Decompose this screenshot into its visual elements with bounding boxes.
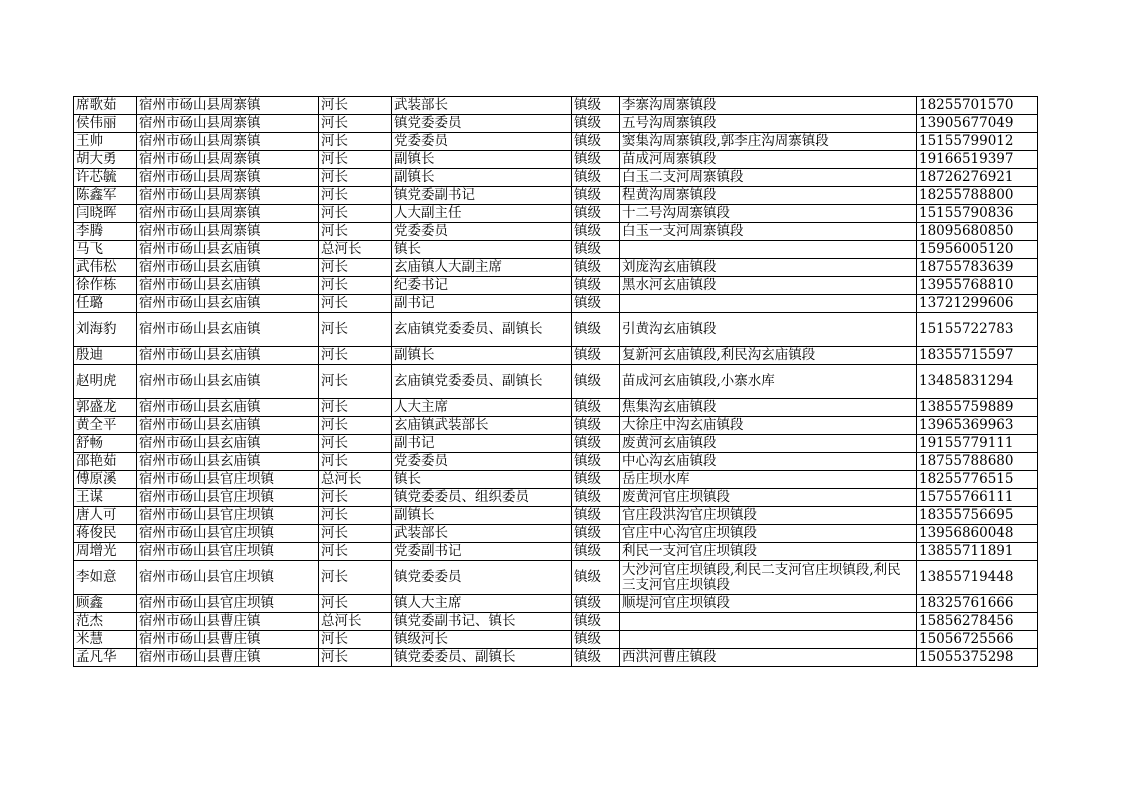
cell-role: 河长 — [319, 223, 392, 241]
cell-role: 河长 — [319, 115, 392, 133]
cell-level: 镇级 — [572, 133, 620, 151]
cell-role: 河长 — [319, 295, 392, 313]
cell-river: 大沙河官庄坝镇段,利民二支河官庄坝镇段,利民三支河官庄坝镇段 — [620, 561, 917, 595]
cell-phone: 15155799012 — [917, 133, 1038, 151]
cell-river — [620, 241, 917, 259]
cell-river: 苗成河周寨镇段 — [620, 151, 917, 169]
table-row — [74, 277, 1038, 295]
cell-area: 宿州市砀山县玄庙镇 — [137, 277, 319, 295]
cell-phone: 13485831294 — [917, 365, 1038, 399]
cell-area: 宿州市砀山县官庄坝镇 — [137, 471, 319, 489]
cell-area: 宿州市砀山县官庄坝镇 — [137, 561, 319, 595]
cell-phone: 15155722783 — [917, 313, 1038, 347]
cell-level: 镇级 — [572, 365, 620, 399]
cell-phone: 18255701570 — [917, 97, 1038, 115]
cell-phone: 18726276921 — [917, 169, 1038, 187]
cell-phone: 15856278456 — [917, 613, 1038, 631]
cell-post: 党委委员 — [392, 223, 572, 241]
cell-name: 武伟松 — [74, 259, 137, 277]
cell-name: 侯伟丽 — [74, 115, 137, 133]
cell-role: 河长 — [319, 133, 392, 151]
cell-level: 镇级 — [572, 97, 620, 115]
cell-post: 镇级河长 — [392, 631, 572, 649]
cell-area: 宿州市砀山县官庄坝镇 — [137, 507, 319, 525]
cell-phone: 19166519397 — [917, 151, 1038, 169]
river-chief-table — [73, 96, 1038, 667]
cell-area: 宿州市砀山县玄庙镇 — [137, 241, 319, 259]
table-row — [74, 435, 1038, 453]
cell-role: 河长 — [319, 205, 392, 223]
cell-role: 河长 — [319, 399, 392, 417]
cell-role: 总河长 — [319, 471, 392, 489]
cell-area: 宿州市砀山县玄庙镇 — [137, 259, 319, 277]
table-row — [74, 241, 1038, 259]
cell-level: 镇级 — [572, 453, 620, 471]
cell-river: 西洪河曹庄镇段 — [620, 649, 917, 667]
cell-area: 宿州市砀山县官庄坝镇 — [137, 489, 319, 507]
cell-role: 河长 — [319, 187, 392, 205]
cell-name: 范杰 — [74, 613, 137, 631]
cell-role: 河长 — [319, 631, 392, 649]
cell-name: 孟凡华 — [74, 649, 137, 667]
cell-post: 玄庙镇党委委员、副镇长 — [392, 365, 572, 399]
cell-phone: 13721299606 — [917, 295, 1038, 313]
cell-post: 党委委员 — [392, 453, 572, 471]
cell-river: 李寨沟周寨镇段 — [620, 97, 917, 115]
cell-post: 副镇长 — [392, 151, 572, 169]
cell-post: 武装部长 — [392, 525, 572, 543]
cell-phone: 18095680850 — [917, 223, 1038, 241]
table-row — [74, 631, 1038, 649]
cell-level: 镇级 — [572, 277, 620, 295]
cell-phone: 13905677049 — [917, 115, 1038, 133]
cell-post: 镇党委副书记、镇长 — [392, 613, 572, 631]
cell-post: 副镇长 — [392, 507, 572, 525]
cell-river: 废黄河官庄坝镇段 — [620, 489, 917, 507]
table-row — [74, 133, 1038, 151]
cell-role: 河长 — [319, 417, 392, 435]
table-body — [74, 97, 1038, 667]
cell-name: 舒畅 — [74, 435, 137, 453]
cell-area: 宿州市砀山县官庄坝镇 — [137, 595, 319, 613]
cell-name: 徐作栋 — [74, 277, 137, 295]
cell-phone: 18355756695 — [917, 507, 1038, 525]
table-row — [74, 525, 1038, 543]
cell-name: 王谋 — [74, 489, 137, 507]
cell-area: 宿州市砀山县周寨镇 — [137, 205, 319, 223]
cell-name: 陈鑫军 — [74, 187, 137, 205]
cell-post: 镇党委委员 — [392, 115, 572, 133]
cell-post: 副书记 — [392, 295, 572, 313]
cell-river: 白玉一支河周寨镇段 — [620, 223, 917, 241]
cell-role: 河长 — [319, 435, 392, 453]
cell-phone: 18755788680 — [917, 453, 1038, 471]
cell-area: 宿州市砀山县曹庄镇 — [137, 613, 319, 631]
cell-phone: 13955768810 — [917, 277, 1038, 295]
cell-river: 顺堤河官庄坝镇段 — [620, 595, 917, 613]
cell-river: 程黄沟周寨镇段 — [620, 187, 917, 205]
cell-name: 席歌茹 — [74, 97, 137, 115]
cell-role: 河长 — [319, 277, 392, 295]
cell-phone: 18255776515 — [917, 471, 1038, 489]
cell-name: 唐人可 — [74, 507, 137, 525]
cell-level: 镇级 — [572, 313, 620, 347]
table-row — [74, 613, 1038, 631]
cell-level: 镇级 — [572, 561, 620, 595]
cell-level: 镇级 — [572, 543, 620, 561]
cell-post: 玄庙镇武装部长 — [392, 417, 572, 435]
table-row — [74, 223, 1038, 241]
cell-area: 宿州市砀山县玄庙镇 — [137, 365, 319, 399]
cell-name: 马飞 — [74, 241, 137, 259]
cell-role: 河长 — [319, 489, 392, 507]
cell-river: 十二号沟周寨镇段 — [620, 205, 917, 223]
cell-level: 镇级 — [572, 507, 620, 525]
cell-post: 副镇长 — [392, 169, 572, 187]
cell-level: 镇级 — [572, 295, 620, 313]
cell-name: 顾鑫 — [74, 595, 137, 613]
cell-level: 镇级 — [572, 205, 620, 223]
cell-level: 镇级 — [572, 115, 620, 133]
cell-name: 李腾 — [74, 223, 137, 241]
cell-phone: 13965369963 — [917, 417, 1038, 435]
cell-level: 镇级 — [572, 347, 620, 365]
cell-post: 镇党委副书记 — [392, 187, 572, 205]
cell-area: 宿州市砀山县玄庙镇 — [137, 435, 319, 453]
cell-area: 宿州市砀山县周寨镇 — [137, 187, 319, 205]
cell-area: 宿州市砀山县官庄坝镇 — [137, 543, 319, 561]
cell-phone: 13956860048 — [917, 525, 1038, 543]
cell-name: 李如意 — [74, 561, 137, 595]
cell-area: 宿州市砀山县周寨镇 — [137, 223, 319, 241]
cell-level: 镇级 — [572, 241, 620, 259]
cell-name: 赵明虎 — [74, 365, 137, 399]
cell-river: 苗成河玄庙镇段,小寨水库 — [620, 365, 917, 399]
cell-post: 镇人大主席 — [392, 595, 572, 613]
table-row — [74, 365, 1038, 399]
cell-phone: 18325761666 — [917, 595, 1038, 613]
cell-name: 邵艳茹 — [74, 453, 137, 471]
cell-level: 镇级 — [572, 435, 620, 453]
cell-river — [620, 631, 917, 649]
cell-area: 宿州市砀山县官庄坝镇 — [137, 525, 319, 543]
cell-level: 镇级 — [572, 595, 620, 613]
cell-post: 党委副书记 — [392, 543, 572, 561]
cell-river: 官庄中心沟官庄坝镇段 — [620, 525, 917, 543]
cell-area: 宿州市砀山县玄庙镇 — [137, 417, 319, 435]
cell-river: 官庄段洪沟官庄坝镇段 — [620, 507, 917, 525]
cell-level: 镇级 — [572, 613, 620, 631]
cell-level: 镇级 — [572, 399, 620, 417]
cell-level: 镇级 — [572, 151, 620, 169]
table-row — [74, 295, 1038, 313]
table-row — [74, 151, 1038, 169]
cell-area: 宿州市砀山县周寨镇 — [137, 133, 319, 151]
cell-phone: 15155790836 — [917, 205, 1038, 223]
cell-post: 玄庙镇党委委员、副镇长 — [392, 313, 572, 347]
cell-role: 河长 — [319, 151, 392, 169]
cell-area: 宿州市砀山县周寨镇 — [137, 97, 319, 115]
cell-river: 焦集沟玄庙镇段 — [620, 399, 917, 417]
table-row — [74, 471, 1038, 489]
cell-river: 刘庞沟玄庙镇段 — [620, 259, 917, 277]
cell-name: 殷迪 — [74, 347, 137, 365]
cell-phone: 19155779111 — [917, 435, 1038, 453]
table-row — [74, 489, 1038, 507]
table-row — [74, 205, 1038, 223]
cell-name: 傅原溪 — [74, 471, 137, 489]
cell-post: 武装部长 — [392, 97, 572, 115]
cell-level: 镇级 — [572, 631, 620, 649]
cell-level: 镇级 — [572, 223, 620, 241]
cell-name: 周增光 — [74, 543, 137, 561]
cell-post: 镇长 — [392, 471, 572, 489]
cell-post: 玄庙镇人大副主席 — [392, 259, 572, 277]
table-row — [74, 347, 1038, 365]
cell-name: 许芯毓 — [74, 169, 137, 187]
cell-name: 刘海豹 — [74, 313, 137, 347]
cell-river: 废黄河玄庙镇段 — [620, 435, 917, 453]
cell-post: 人大副主任 — [392, 205, 572, 223]
cell-level: 镇级 — [572, 525, 620, 543]
table-row — [74, 97, 1038, 115]
table-row — [74, 543, 1038, 561]
cell-post: 副书记 — [392, 435, 572, 453]
cell-phone: 18755783639 — [917, 259, 1038, 277]
cell-role: 河长 — [319, 365, 392, 399]
cell-river: 中心沟玄庙镇段 — [620, 453, 917, 471]
cell-river: 引黄沟玄庙镇段 — [620, 313, 917, 347]
cell-river — [620, 613, 917, 631]
cell-river — [620, 295, 917, 313]
cell-level: 镇级 — [572, 417, 620, 435]
cell-phone: 13855719448 — [917, 561, 1038, 595]
cell-phone: 18355715597 — [917, 347, 1038, 365]
cell-area: 宿州市砀山县曹庄镇 — [137, 649, 319, 667]
cell-name: 郭盛龙 — [74, 399, 137, 417]
cell-name: 王帅 — [74, 133, 137, 151]
cell-level: 镇级 — [572, 187, 620, 205]
cell-role: 河长 — [319, 453, 392, 471]
cell-level: 镇级 — [572, 649, 620, 667]
cell-name: 胡大勇 — [74, 151, 137, 169]
cell-post: 镇党委委员、副镇长 — [392, 649, 572, 667]
cell-river: 利民一支河官庄坝镇段 — [620, 543, 917, 561]
cell-role: 河长 — [319, 543, 392, 561]
cell-role: 河长 — [319, 649, 392, 667]
table-row — [74, 649, 1038, 667]
cell-role: 河长 — [319, 525, 392, 543]
cell-river: 五号沟周寨镇段 — [620, 115, 917, 133]
cell-area: 宿州市砀山县玄庙镇 — [137, 399, 319, 417]
cell-post: 镇长 — [392, 241, 572, 259]
cell-role: 河长 — [319, 561, 392, 595]
cell-name: 黄全平 — [74, 417, 137, 435]
table-row — [74, 561, 1038, 595]
table-row — [74, 169, 1038, 187]
cell-post: 纪委书记 — [392, 277, 572, 295]
table-row — [74, 313, 1038, 347]
cell-area: 宿州市砀山县周寨镇 — [137, 115, 319, 133]
cell-role: 河长 — [319, 259, 392, 277]
cell-level: 镇级 — [572, 169, 620, 187]
cell-role: 河长 — [319, 313, 392, 347]
cell-river: 岳庄坝水库 — [620, 471, 917, 489]
cell-post: 党委委员 — [392, 133, 572, 151]
cell-river: 窦集沟周寨镇段,郭李庄沟周寨镇段 — [620, 133, 917, 151]
cell-area: 宿州市砀山县玄庙镇 — [137, 313, 319, 347]
cell-phone: 13855759889 — [917, 399, 1038, 417]
cell-river: 复新河玄庙镇段,利民沟玄庙镇段 — [620, 347, 917, 365]
cell-role: 河长 — [319, 169, 392, 187]
cell-role: 河长 — [319, 595, 392, 613]
cell-role: 总河长 — [319, 241, 392, 259]
cell-phone: 15755766111 — [917, 489, 1038, 507]
cell-area: 宿州市砀山县周寨镇 — [137, 169, 319, 187]
cell-name: 任璐 — [74, 295, 137, 313]
cell-post: 镇党委委员 — [392, 561, 572, 595]
cell-level: 镇级 — [572, 259, 620, 277]
table-row — [74, 399, 1038, 417]
cell-phone: 15055375298 — [917, 649, 1038, 667]
table-row — [74, 187, 1038, 205]
cell-role: 河长 — [319, 347, 392, 365]
table-row — [74, 595, 1038, 613]
cell-name: 米慧 — [74, 631, 137, 649]
cell-area: 宿州市砀山县周寨镇 — [137, 151, 319, 169]
cell-post: 人大主席 — [392, 399, 572, 417]
cell-river: 大徐庄中沟玄庙镇段 — [620, 417, 917, 435]
cell-role: 河长 — [319, 507, 392, 525]
cell-name: 闫晓晖 — [74, 205, 137, 223]
cell-area: 宿州市砀山县玄庙镇 — [137, 347, 319, 365]
cell-area: 宿州市砀山县玄庙镇 — [137, 295, 319, 313]
cell-river: 白玉二支河周寨镇段 — [620, 169, 917, 187]
table-row — [74, 115, 1038, 133]
cell-phone: 13855711891 — [917, 543, 1038, 561]
cell-level: 镇级 — [572, 471, 620, 489]
cell-name: 蒋俊民 — [74, 525, 137, 543]
table-row — [74, 259, 1038, 277]
cell-post: 镇党委委员、组织委员 — [392, 489, 572, 507]
cell-area: 宿州市砀山县曹庄镇 — [137, 631, 319, 649]
table-row — [74, 507, 1038, 525]
cell-phone: 15956005120 — [917, 241, 1038, 259]
cell-phone: 18255788800 — [917, 187, 1038, 205]
cell-river: 黑水河玄庙镇段 — [620, 277, 917, 295]
cell-post: 副镇长 — [392, 347, 572, 365]
cell-phone: 15056725566 — [917, 631, 1038, 649]
cell-area: 宿州市砀山县玄庙镇 — [137, 453, 319, 471]
cell-role: 总河长 — [319, 613, 392, 631]
cell-role: 河长 — [319, 97, 392, 115]
cell-level: 镇级 — [572, 489, 620, 507]
table-row — [74, 417, 1038, 435]
table-row — [74, 453, 1038, 471]
